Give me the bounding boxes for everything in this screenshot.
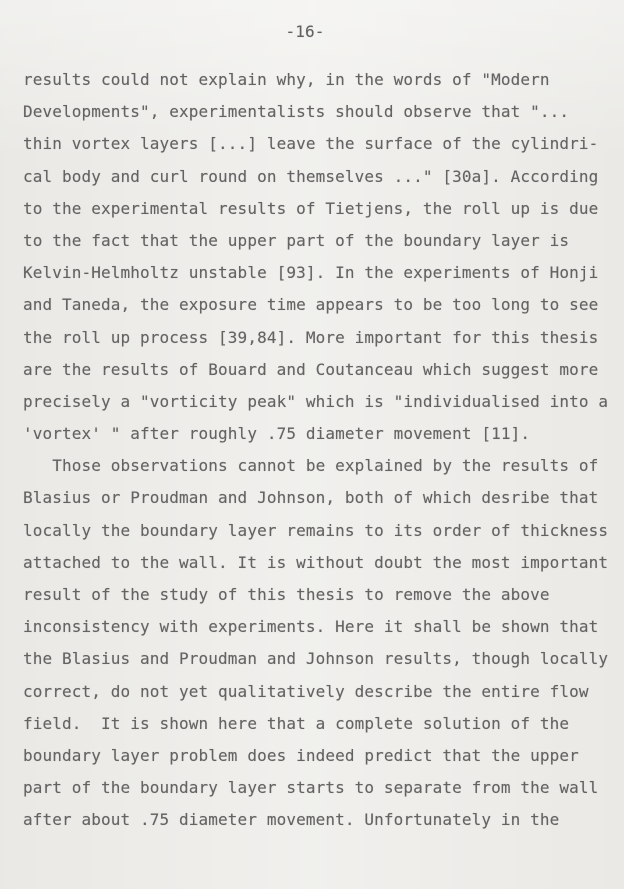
text-line: Kelvin-Helmholtz unstable [93]. In the experiments of Honji — [23, 263, 599, 283]
text-line: correct, do not yet qualitatively describe the entire flow — [23, 681, 589, 701]
text-line: the roll up process [39,84]. More important for this thesis — [23, 327, 599, 347]
text-line: 'vortex' " after roughly .75 diameter movement [11]. — [23, 424, 531, 444]
text-line: inconsistency with experiments. Here it shall be shown that — [23, 617, 599, 637]
text-line: cal body and curl round on themselves ..." [30a]. According — [23, 166, 599, 186]
text-line: locally the boundary layer remains to its order of thickness — [23, 520, 609, 540]
text-line: and Taneda, the exposure time appears to be too long to see — [23, 295, 599, 315]
text-line: Developments", experimentalists should observe that "... — [23, 102, 570, 122]
text-line: are the results of Bouard and Coutanceau which suggest more — [23, 359, 599, 379]
text-line: after about .75 diameter movement. Unfortunately in the — [23, 810, 560, 830]
text-line: to the experimental results of Tietjens, the roll up is due — [23, 198, 599, 218]
text-line: the Blasius and Proudman and Johnson results, though locally — [23, 649, 609, 669]
text-line: Those observations cannot be explained by the results of — [23, 456, 599, 476]
text-line: attached to the wall. It is without doubt the most important — [23, 552, 609, 572]
text-line: precisely a "vorticity peak" which is "individualised into a — [23, 391, 609, 411]
body-text — [23, 64, 624, 837]
text-line: results could not explain why, in the words of "Modern — [23, 70, 550, 89]
text-line: field. It is shown here that a complete solution of the — [23, 713, 570, 733]
text-line: to the fact that the upper part of the boundary layer is — [23, 230, 570, 250]
text-line: Blasius or Proudman and Johnson, both of which desribe that — [23, 488, 599, 508]
page-number: -16- — [285, 22, 325, 41]
text-line: result of the study of this thesis to remove the above — [23, 585, 550, 604]
text-line: thin vortex layers [...] leave the surface of the cylindri- — [23, 134, 599, 154]
text-line: boundary layer problem does indeed predict that the upper — [23, 745, 579, 765]
text-line: part of the boundary layer starts to separate from the wall — [23, 778, 599, 798]
